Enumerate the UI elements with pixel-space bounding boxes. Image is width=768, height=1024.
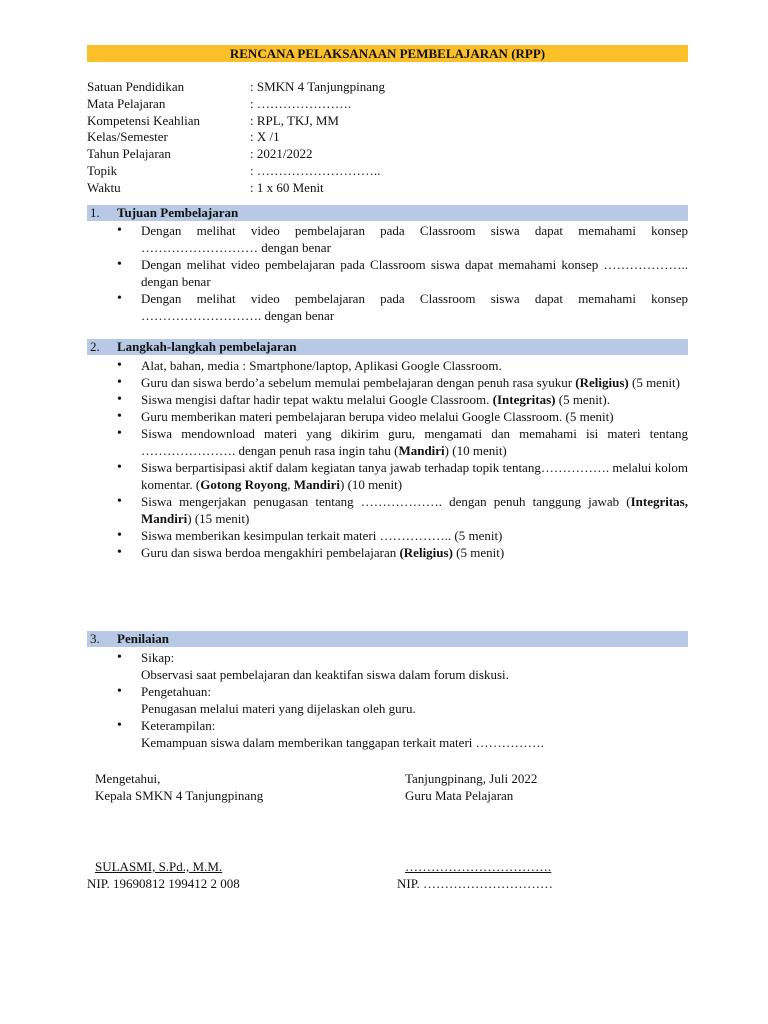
section-head-penilaian	[87, 631, 688, 647]
info-table	[87, 79, 687, 197]
section-number: 2.	[90, 339, 100, 354]
list-item: • Guru dan siswa berdoa mengakhiri pembelajaran (Religius) (5 menit)	[115, 544, 688, 561]
list-item: • Guru dan siswa berdo’a sebelum memulai pembelajaran dengan penuh rasa syukur (Religius) (5 menit)	[115, 374, 688, 391]
info-row	[87, 146, 687, 163]
info-label: Tahun Pelajaran	[87, 146, 171, 162]
list-item: • Sikap: Observasi saat pembelajaran dan keaktifan siswa dalam forum diskusi.	[115, 649, 688, 683]
list-item: • Dengan melihat video pembelajaran pada Classroom siswa dapat memahami konsep ………………………. dengan benar	[115, 290, 688, 324]
info-value: : ………………………..	[250, 162, 381, 178]
info-label: Kompetensi Keahlian	[87, 112, 200, 128]
info-row	[87, 163, 687, 180]
list-item: • Dengan melihat video pembelajaran pada Classroom siswa dapat memahami konsep ……………….. dengan benar	[115, 256, 688, 290]
info-label: Waktu	[87, 179, 121, 195]
signature-right	[405, 770, 537, 804]
list-item: • Siswa mengerjakan penugasan tentang ………………. dengan penuh tanggung jawab (Integritas, Mandiri) (15 menit)	[115, 493, 688, 527]
signature-left	[95, 770, 263, 804]
signature-right-nip: NIP. …………………………	[397, 876, 554, 891]
list-item: • Keterampilan: Kemampuan siswa dalam memberikan tanggapan terkait materi …………….	[115, 717, 688, 751]
list-item: • Siswa mendownload materi yang dikirim guru, mengamati dan memahami isi materi tentang …………………. dengan penuh rasa ingin tahu (Mandiri) (10 menit)	[115, 425, 688, 459]
info-row	[87, 79, 687, 96]
signature-left-line1: Mengetahui,	[95, 771, 161, 786]
info-label: Mata Pelajaran	[87, 95, 166, 111]
list-item: • Siswa berpartisipasi aktif dalam kegiatan tanya jawab terhadap topik tentang……………. melalui kolom komentar. (Gotong Royong, Mandiri) (10 menit)	[115, 459, 688, 493]
langkah-list	[115, 357, 688, 561]
info-value: : 1 x 60 Menit	[250, 179, 324, 195]
list-item: • Siswa memberikan kesimpulan terkait materi …………….. (5 menit)	[115, 527, 688, 544]
list-item: • Siswa mengisi daftar hadir tepat waktu melalui Google Classroom. (Integritas) (5 menit).	[115, 391, 688, 408]
list-item: • Dengan melihat video pembelajaran pada Classroom siswa dapat memahami konsep ……………………… dengan benar	[115, 222, 688, 256]
info-value: : X /1	[250, 129, 280, 145]
signature-right-line2: Guru Mata Pelajaran	[405, 788, 514, 803]
section-title: Langkah-langkah pembelajaran	[117, 339, 297, 354]
section-number: 3.	[90, 631, 100, 646]
signature-right-name: …………………………….	[405, 859, 552, 874]
section-head-langkah	[87, 339, 688, 355]
info-row	[87, 180, 687, 197]
document-title: RENCANA PELAKSANAAN PEMBELAJARAN (RPP)	[87, 45, 688, 62]
info-row	[87, 113, 687, 130]
section-title: Tujuan Pembelajaran	[117, 205, 239, 220]
info-value: : RPL, TKJ, MM	[250, 112, 339, 128]
list-item: • Guru memberikan materi pembelajaran berupa video melalui Google Classroom. (5 menit)	[115, 408, 688, 425]
info-label: Topik	[87, 162, 118, 178]
section-head-tujuan	[87, 205, 688, 221]
info-value: : SMKN 4 Tanjungpinang	[250, 79, 385, 94]
signature-left-line2: Kepala SMKN 4 Tanjungpinang	[95, 788, 264, 803]
info-value: : ………………….	[250, 95, 352, 111]
signature-left-name: SULASMI, S.Pd., M.M.	[95, 859, 223, 874]
signature-left-nip: NIP. 19690812 199412 2 008	[87, 876, 240, 891]
info-label: Kelas/Semester	[87, 129, 168, 145]
signature-right-line1: Tanjungpinang, Juli 2022	[405, 771, 538, 786]
list-item: • Alat, bahan, media : Smartphone/laptop, Aplikasi Google Classroom.	[115, 357, 688, 374]
section-number: 1.	[90, 205, 100, 220]
tujuan-list	[115, 222, 688, 324]
penilaian-list	[115, 649, 688, 751]
info-label: Satuan Pendidikan	[87, 79, 185, 94]
info-row	[87, 129, 687, 146]
section-title: Penilaian	[117, 631, 170, 646]
list-item: • Pengetahuan: Penugasan melalui materi yang dijelaskan oleh guru.	[115, 683, 688, 717]
info-row	[87, 96, 687, 113]
info-value: : 2021/2022	[250, 146, 313, 162]
